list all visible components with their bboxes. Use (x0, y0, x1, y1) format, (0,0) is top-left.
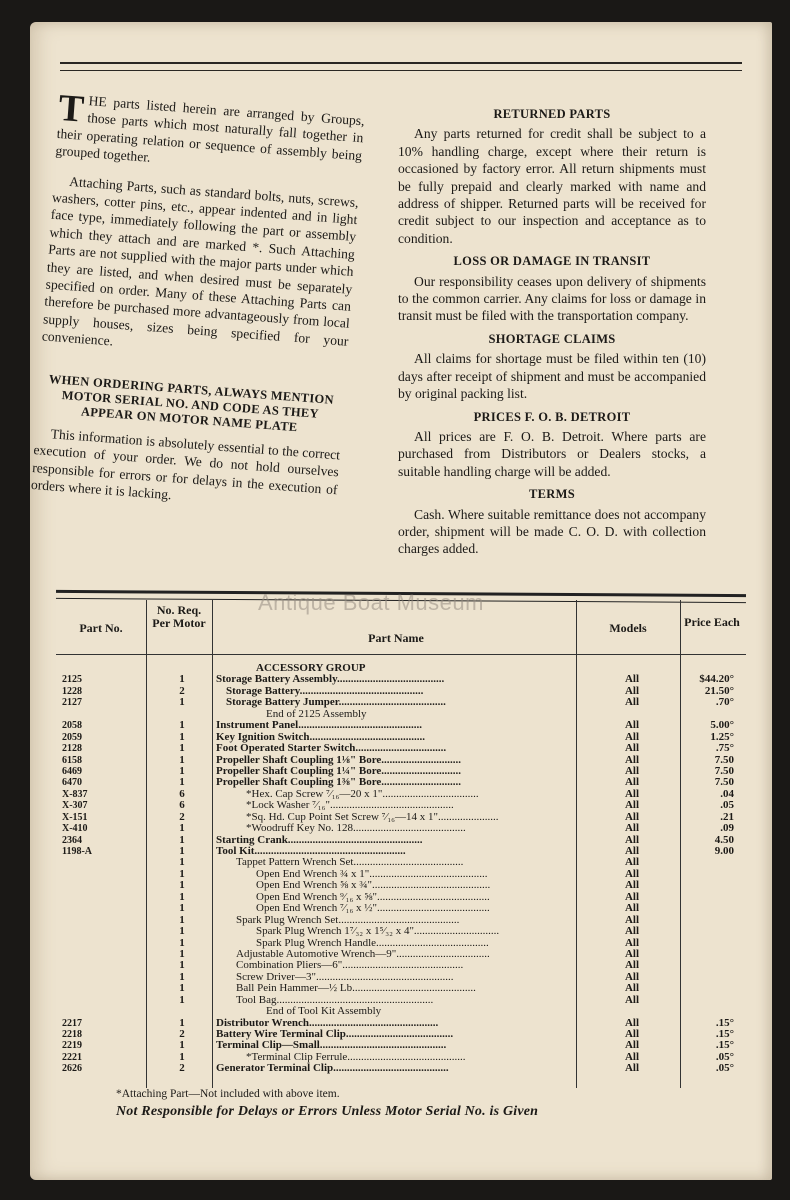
quantity-cell: 1 (179, 902, 185, 915)
models-cell: All (624, 879, 640, 892)
table-body (56, 663, 746, 1075)
loss-damage-heading: LOSS OR DAMAGE IN TRANSIT (453, 254, 651, 269)
table-row (56, 766, 746, 777)
models-cell: All (624, 1016, 640, 1029)
table-row (56, 720, 746, 731)
quantity-cell: 1 (179, 982, 185, 995)
price-cell: .15° (715, 1016, 734, 1029)
price-cell: $44.20° (699, 673, 734, 686)
footnote: *Attaching Part—Not included with above item. (116, 1088, 340, 1100)
models-cell: All (624, 776, 640, 789)
models-cell: All (624, 833, 640, 846)
part-name-cell: Key Ignition Switch.......................................... (216, 731, 426, 743)
part-name-cell: Screw Driver—3".................................................. (236, 971, 454, 983)
models-cell: All (624, 810, 640, 823)
part-name-cell: Propeller Shaft Coupling 1¼" Bore............................. (216, 765, 462, 777)
part-number-cell: 2218 (62, 1029, 82, 1040)
models-cell: All (624, 730, 640, 743)
table-row (56, 869, 746, 880)
price-cell: 7.50 (714, 753, 734, 766)
models-cell: All (624, 822, 640, 835)
price-cell: .05° (715, 1062, 734, 1075)
part-name-cell: Adjustable Automotive Wrench—9".................................. (236, 948, 490, 960)
part-name-cell: ACCESSORY GROUP (256, 663, 366, 674)
table-row (56, 960, 746, 971)
table-row (56, 949, 746, 960)
part-name-cell: *Hex. Cap Screw ⁷⁄₁₆—20 x 1"................................... (246, 788, 479, 800)
part-number-cell: 2364 (62, 834, 82, 846)
part-number-cell: 2058 (62, 720, 82, 732)
returned-parts-text: Any parts returned for credit shall be subject to a 10% handling charge, except where their return is occasioned by factory error. All return shipments must be fully prepaid and clearly marked with name and address of shipper. Returned parts will be received for credit subject to our inspection and acceptance as to condition. (398, 126, 706, 246)
price-cell: 4.50 (714, 833, 734, 846)
table-row (56, 857, 746, 868)
quantity-cell: 1 (179, 730, 185, 743)
models-cell: All (624, 787, 640, 800)
quantity-cell: 1 (179, 925, 185, 938)
part-number-cell: X-307 (62, 800, 88, 812)
part-name-cell: Spark Plug Wrench Handle......................................... (256, 937, 489, 949)
models-cell: All (624, 959, 640, 972)
models-cell: All (624, 845, 640, 857)
part-name-cell: Tool Bag......................................................... (236, 994, 434, 1006)
part-name-cell: Terminal Clip—Small.............................................. (216, 1040, 447, 1052)
table-row (56, 903, 746, 914)
quantity-cell: 1 (179, 719, 185, 732)
quantity-cell: 2 (179, 684, 185, 697)
quantity-cell: 1 (179, 776, 185, 789)
quantity-cell: 1 (179, 879, 185, 892)
loss-damage-text: Our responsibility ceases upon delivery of shipments to the common carrier. Any claims for loss or damage in transit must be filed with the transportation company. (398, 273, 706, 324)
intro-text: HE parts listed herein are arranged by Groups, those parts which most naturally fall together in their operating relation or sequence of assembly being grouped together. (55, 93, 366, 166)
part-name-cell: Tappet Pattern Wrench Set........................................ (236, 857, 464, 869)
table-row (56, 835, 746, 846)
table-row (56, 732, 746, 743)
table-row (56, 1052, 746, 1063)
header-part-name: Part Name (368, 631, 424, 645)
table-row (56, 812, 746, 823)
part-name-cell: Ball Pein Hammer—½ Lb............................................. (236, 983, 476, 995)
part-name-cell: Combination Pliers—6"............................................ (236, 960, 464, 972)
models-cell: All (624, 970, 640, 983)
part-number-cell: 6470 (62, 777, 82, 789)
table-row (56, 697, 746, 708)
price-cell: .75° (715, 742, 734, 755)
models-cell: All (624, 936, 640, 949)
part-name-cell: *Lock Washer ⁷⁄₁₆"............................................. (246, 800, 454, 812)
price-cell: .15° (715, 1028, 734, 1040)
part-name-cell: Open End Wrench ⁹⁄₁₆ x ⅝"......................................... (256, 891, 490, 903)
models-cell: All (624, 1050, 640, 1063)
table-row (56, 709, 746, 720)
attaching-parts-paragraph: Attaching Parts, such as standard bolts, nuts, screws, washers, cotter pins, etc., appear indented and in light face type, immediately following the part or assembly which they attach and are marked *. Such Attaching Parts are not supplied with the major parts under which they are listed, and when desired must be separately specified on order. Many of these Attaching Parts can therefore be purchased more advantageously from local supply houses, sizes being specified for your convenience. (41, 173, 360, 349)
table-row (56, 1006, 746, 1017)
part-name-cell: Instrument Panel............................................. (216, 720, 422, 732)
price-cell: 21.50° (704, 684, 734, 697)
price-cell: 9.00 (714, 845, 734, 857)
table-row (56, 1040, 746, 1051)
prices-heading: PRICES F. O. B. DETROIT (473, 409, 631, 424)
quantity-cell: 1 (179, 822, 185, 835)
header-price: Price Each (684, 615, 740, 629)
part-name-cell: End of Tool Kit Assembly (266, 1006, 382, 1018)
header-rule (56, 654, 746, 655)
price-cell: 5.00° (710, 719, 734, 732)
models-cell: All (624, 913, 640, 926)
watermark: Antique Boat Museum (258, 590, 484, 615)
quantity-cell: 1 (179, 1050, 185, 1063)
catalog-page (30, 22, 772, 1180)
quantity-cell: 1 (179, 890, 185, 903)
models-cell: All (624, 1028, 640, 1040)
part-name-cell: *Terminal Clip Ferrule........................................... (246, 1051, 466, 1063)
part-number-cell: 2221 (62, 1051, 82, 1063)
models-cell: All (624, 982, 640, 995)
models-cell: All (624, 764, 640, 777)
price-cell: 7.50 (714, 776, 734, 789)
quantity-cell: 1 (179, 959, 185, 972)
part-name-cell: Distributor Wrench............................................... (216, 1017, 439, 1029)
quantity-cell: 2 (179, 810, 185, 823)
models-cell: All (624, 1039, 640, 1052)
table-row (56, 1063, 746, 1074)
models-cell: All (624, 753, 640, 766)
part-number-cell: 2125 (62, 674, 82, 686)
shortage-claims-text: All claims for shortage must be filed within ten (10) days after receipt of shipment and must be accompanied by original packing list. (398, 351, 706, 402)
models-cell: All (624, 856, 640, 869)
part-number-cell: 6158 (62, 754, 82, 766)
price-cell: .09 (720, 822, 734, 835)
part-name-cell: Storage Battery Assembly....................................... (216, 674, 445, 686)
table-row (56, 674, 746, 685)
part-number-cell: 2127 (62, 697, 82, 709)
part-number-cell: 2626 (62, 1063, 82, 1075)
intro-paragraph (55, 87, 366, 182)
left-column (30, 87, 366, 520)
table-row (56, 800, 746, 811)
quantity-cell: 1 (179, 1016, 185, 1029)
models-cell: All (624, 719, 640, 732)
part-name-cell: Storage Battery Jumper....................................... (226, 697, 446, 709)
part-number-cell: 1228 (62, 685, 82, 697)
part-name-cell: Spark Plug Wrench Set............................................ (236, 914, 460, 926)
part-name-cell: Tool Kit....................................................... (216, 846, 406, 857)
table-row (56, 880, 746, 891)
models-cell: All (624, 684, 640, 697)
part-name-cell: Open End Wrench ⅝ x ¾"........................................... (256, 880, 491, 892)
header-part-no: Part No. (79, 621, 123, 635)
table-row (56, 983, 746, 994)
table-row (56, 823, 746, 834)
models-cell: All (624, 890, 640, 903)
bottom-notice: Not Responsible for Delays or Errors Unless Motor Serial No. is Given (116, 1104, 539, 1119)
table-row (56, 995, 746, 1006)
models-cell: All (624, 1062, 640, 1075)
table-row (56, 972, 746, 983)
part-number-cell: 2219 (62, 1040, 82, 1052)
price-cell: .05 (720, 799, 734, 812)
part-name-cell: Foot Operated Starter Switch................................. (216, 743, 447, 755)
price-cell: .15° (715, 1039, 734, 1052)
prices-text: All prices are F. O. B. Detroit. Where parts are purchased from Distributors or Dealers stocks, a suitable handling charge will be added. (398, 428, 706, 479)
models-cell: All (624, 947, 640, 960)
models-cell: All (624, 925, 640, 938)
shortage-claims-heading: SHORTAGE CLAIMS (488, 331, 616, 346)
models-cell: All (624, 673, 640, 686)
quantity-cell: 6 (179, 787, 185, 800)
quantity-cell: 2 (179, 1028, 185, 1040)
quantity-cell: 1 (179, 1039, 185, 1052)
ordering-paragraph: This information is absolutely essential to the correct execution of your order. We do not hold ourselves responsible for errors or for delays in the execution of orders where it is lacking. (30, 425, 341, 503)
quantity-cell: 1 (179, 993, 185, 1006)
right-column (398, 106, 706, 562)
quantity-cell: 1 (179, 970, 185, 983)
price-cell: .05° (715, 1050, 734, 1063)
part-number-cell: X-837 (62, 788, 88, 800)
part-name-cell: End of 2125 Assembly (266, 708, 367, 720)
part-name-cell: Spark Plug Wrench 1⁷⁄₃₂ x 1⁵⁄₃₂ x 4"............................... (256, 926, 500, 938)
part-number-cell: 6469 (62, 765, 82, 777)
quantity-cell: 1 (179, 947, 185, 960)
part-name-cell: Storage Battery............................................. (226, 685, 424, 697)
part-number-cell: 1198-A (62, 846, 92, 857)
quantity-cell: 6 (179, 799, 185, 812)
table-row (56, 938, 746, 949)
top-rule (60, 62, 742, 71)
part-name-cell: Open End Wrench ⁷⁄₁₆ x ½"......................................... (256, 903, 490, 915)
table-row (56, 777, 746, 788)
part-number-cell: 2059 (62, 731, 82, 743)
table-row (56, 1029, 746, 1040)
drop-cap: T (57, 87, 86, 131)
quantity-cell: 1 (179, 696, 185, 709)
table-row (56, 663, 746, 674)
table-row (56, 892, 746, 903)
part-name-cell: *Woodruff Key No. 128......................................... (246, 823, 466, 835)
table-row (56, 846, 746, 857)
quantity-cell: 1 (179, 867, 185, 880)
parts-table (56, 600, 746, 1090)
part-number-cell: X-410 (62, 823, 88, 835)
part-name-cell: Battery Wire Terminal Clip....................................... (216, 1029, 454, 1040)
quantity-cell: 1 (179, 833, 185, 846)
part-name-cell: Propeller Shaft Coupling 1⅛" Bore............................. (216, 754, 462, 766)
table-row (56, 926, 746, 937)
table-row (56, 743, 746, 754)
models-cell: All (624, 696, 640, 709)
price-cell: .70° (715, 696, 734, 709)
table-row (56, 1018, 746, 1029)
part-name-cell: Open End Wrench ¾ x 1"........................................... (256, 868, 488, 880)
models-cell: All (624, 902, 640, 915)
part-name-cell: Generator Terminal Clip.......................................... (216, 1063, 449, 1075)
quantity-cell: 1 (179, 845, 185, 857)
part-number-cell: X-151 (62, 811, 88, 823)
quantity-cell: 1 (179, 753, 185, 766)
quantity-cell: 1 (179, 742, 185, 755)
models-cell: All (624, 799, 640, 812)
models-cell: All (624, 993, 640, 1006)
header-qty: No. Req. Per Motor (152, 603, 206, 630)
quantity-cell: 2 (179, 1062, 185, 1075)
returned-parts-heading: RETURNED PARTS (493, 107, 611, 121)
part-name-cell: *Sq. Hd. Cup Point Set Screw ⁷⁄₁₆—14 x 1"...................... (246, 811, 499, 823)
quantity-cell: 1 (179, 856, 185, 869)
table-row (56, 686, 746, 697)
part-number-cell: 2217 (62, 1017, 82, 1029)
part-name-cell: Propeller Shaft Coupling 1⅜" Bore............................. (216, 777, 462, 789)
terms-text: Cash. Where suitable remittance does not accompany order, shipment will be made C. O. D. with collection charges added. (398, 506, 706, 557)
price-cell: 1.25° (710, 730, 734, 743)
table-row (56, 915, 746, 926)
price-cell: 7.50 (714, 764, 734, 777)
models-cell: All (624, 867, 640, 880)
price-cell: .21 (720, 810, 734, 823)
part-number-cell: 2128 (62, 743, 82, 755)
table-row (56, 755, 746, 766)
quantity-cell: 1 (179, 673, 185, 686)
header-models: Models (609, 621, 647, 635)
terms-heading: TERMS (529, 487, 575, 502)
quantity-cell: 1 (179, 764, 185, 777)
table-row (56, 789, 746, 800)
price-cell: .04 (720, 787, 734, 800)
ordering-heading: WHEN ORDERING PARTS, ALWAYS MENTION MOTOR SERIAL NO. AND CODE AS THEY APPEAR ON MOTOR NAME PLATE (48, 371, 335, 434)
models-cell: All (624, 742, 640, 755)
quantity-cell: 1 (179, 913, 185, 926)
quantity-cell: 1 (179, 936, 185, 949)
part-name-cell: Starting Crank................................................. (216, 834, 423, 846)
